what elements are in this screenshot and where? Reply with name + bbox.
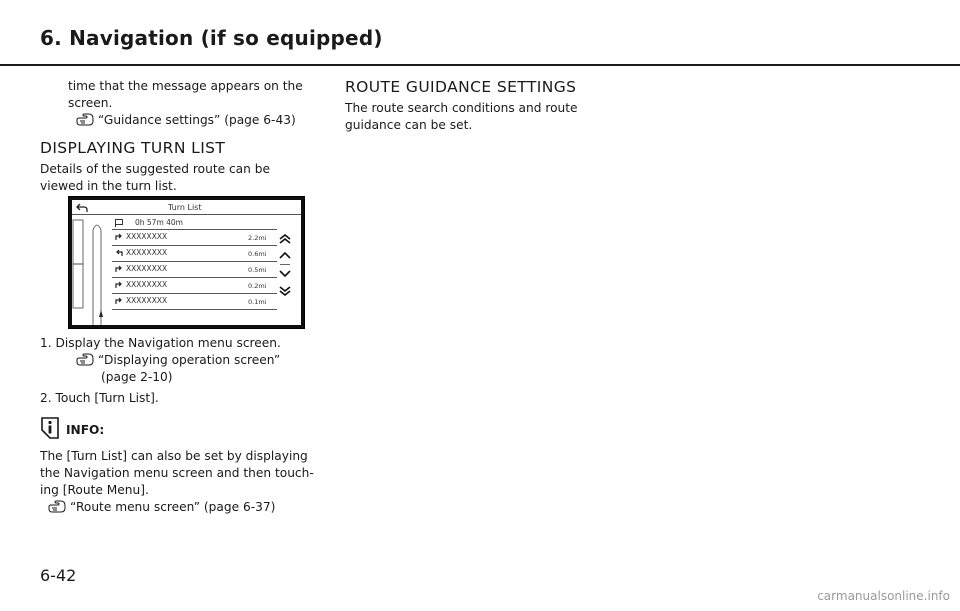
turn-list-screen-figure: Turn List 0h 57m 40m XXXXXXXX 2.2mi XXXXXXXX 0.6mi XXXXXXXX 0.5mi XXXXXXXX 0.2mi XXXXXXXX 0.1mi	[68, 196, 305, 329]
step-2: 2. Touch [Turn List].	[40, 391, 159, 405]
turn-right-icon	[115, 297, 123, 304]
scroll-up-icon[interactable]	[278, 251, 292, 259]
info-label: INFO:	[66, 423, 105, 437]
info-reference-text: “Route menu screen” (page 6-37)	[70, 500, 276, 514]
page-down-icon[interactable]	[278, 286, 292, 296]
info-icon	[40, 416, 60, 440]
intro-line-1: time that the message appears on the	[68, 79, 303, 93]
page-up-icon[interactable]	[278, 234, 292, 244]
step-1-reference[interactable]	[76, 352, 280, 369]
info-line-3: ing [Route Menu].	[40, 483, 149, 497]
back-icon	[76, 203, 88, 213]
pointing-hand-icon	[76, 353, 94, 366]
section-heading-route-guidance: ROUTE GUIDANCE SETTINGS	[345, 78, 577, 96]
turn-list-para-line-1: Details of the suggested route can be	[40, 162, 270, 176]
intro-reference-text: “Guidance settings” (page 6-43)	[98, 113, 296, 127]
turn-right-icon	[115, 265, 123, 272]
section-heading-turn-list: DISPLAYING TURN LIST	[40, 139, 226, 157]
scroll-down-icon[interactable]	[278, 270, 292, 278]
intro-line-2: screen.	[68, 96, 113, 110]
route-map-strip	[72, 214, 112, 325]
watermark: carmanualsonline.info	[817, 589, 950, 603]
scroll-position-indicator	[280, 264, 290, 265]
info-reference[interactable]	[48, 499, 275, 516]
intro-reference[interactable]	[76, 112, 296, 129]
info-line-2: the Navigation menu screen and then touch-	[40, 466, 314, 480]
step-1-reference-page: (page 2-10)	[101, 370, 173, 384]
turn-right-icon	[115, 233, 123, 240]
page-number: 6-42	[40, 566, 77, 585]
step-1: 1. Display the Navigation menu screen.	[40, 336, 281, 350]
step-1-reference-text: “Displaying operation screen”	[98, 353, 281, 367]
route-guidance-para-line-2: guidance can be set.	[345, 118, 473, 132]
route-guidance-para-line-1: The route search conditions and route	[345, 101, 578, 115]
turn-list-para-line-2: viewed in the turn list.	[40, 179, 177, 193]
screen-title: Turn List	[168, 203, 202, 212]
info-line-1: The [Turn List] can also be set by displaying	[40, 449, 308, 463]
turn-right-icon	[115, 281, 123, 288]
chapter-title: 6. Navigation (if so equipped)	[40, 26, 383, 50]
destination-flag-icon	[115, 219, 123, 227]
total-time: 0h 57m 40m	[135, 218, 183, 227]
turn-left-icon	[115, 249, 123, 256]
pointing-hand-icon	[76, 113, 94, 126]
header-rule	[0, 64, 960, 66]
pointing-hand-icon	[48, 500, 66, 513]
